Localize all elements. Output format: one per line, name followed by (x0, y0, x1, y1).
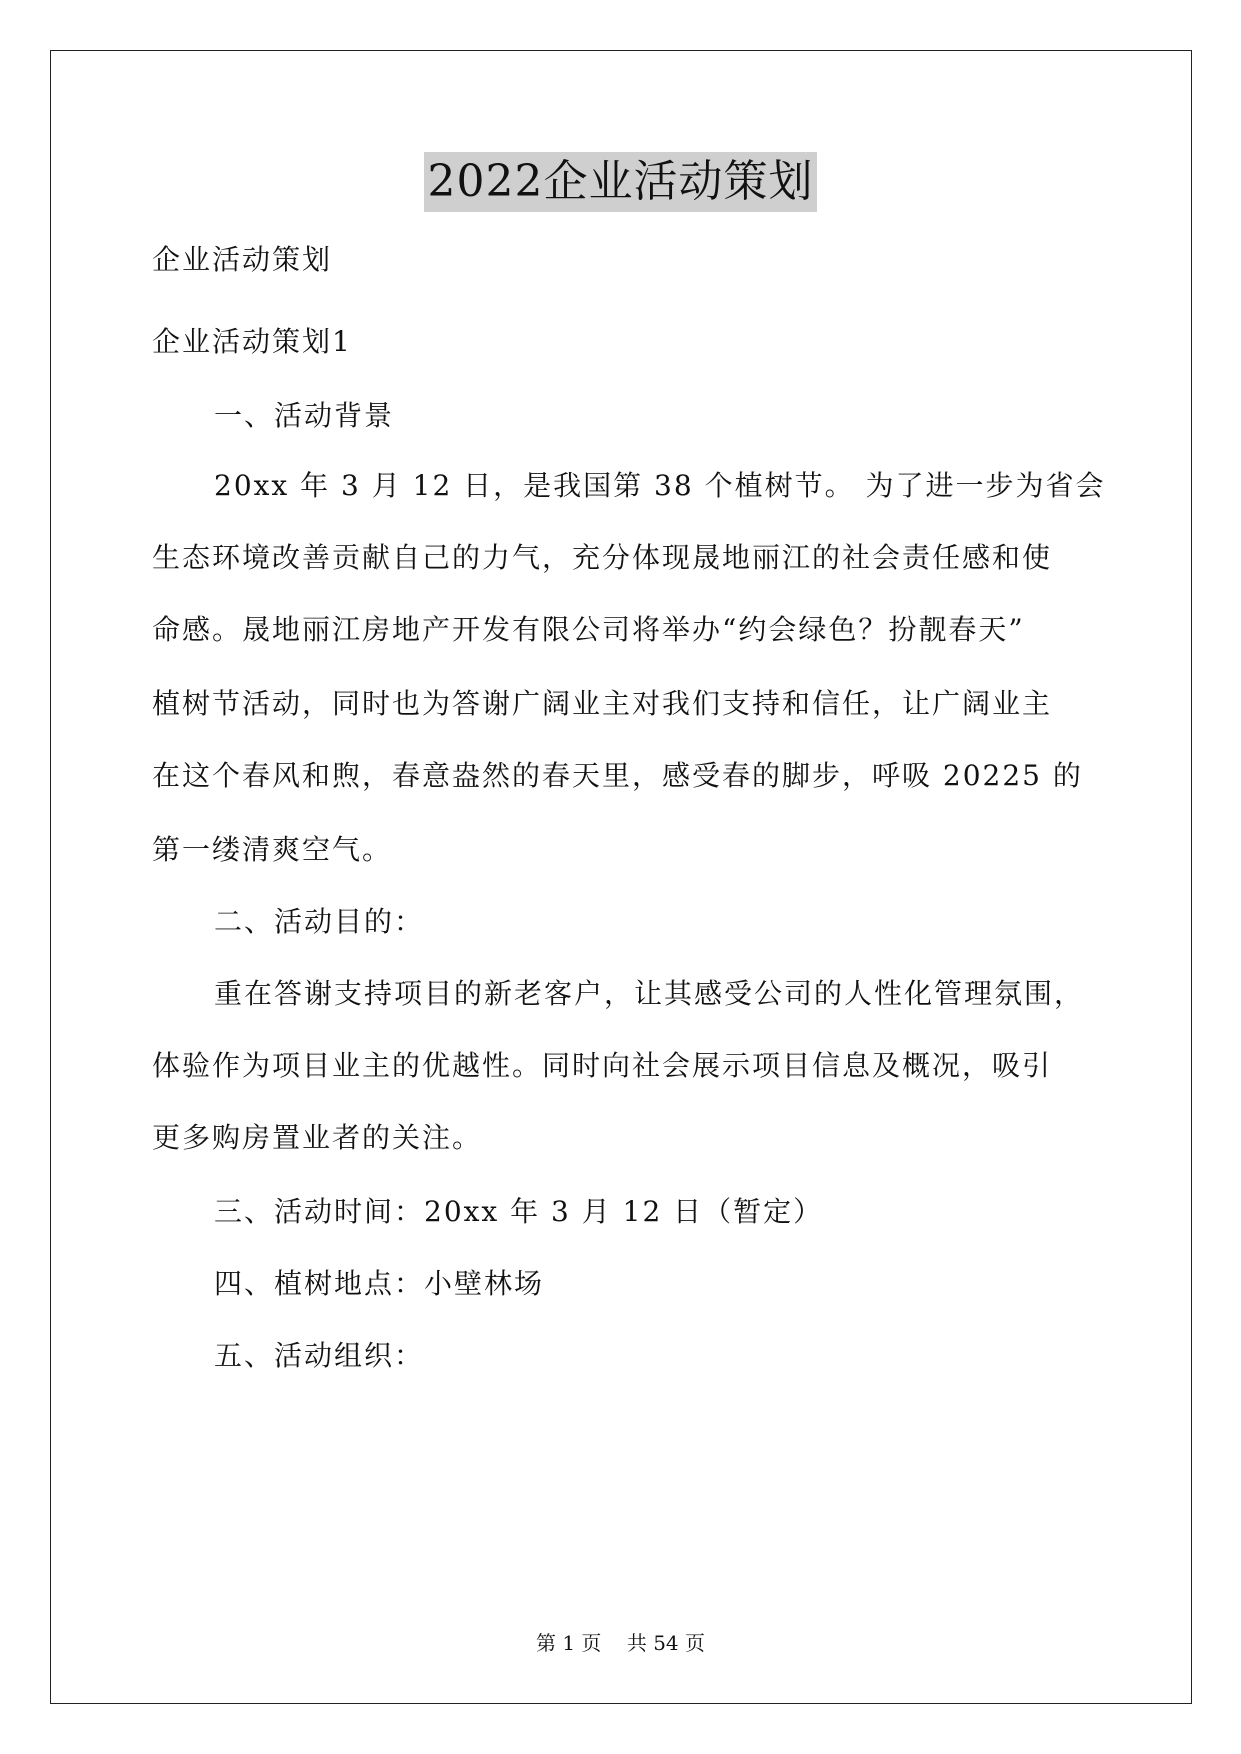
paragraph-line: 第一缕清爽空气。 (152, 833, 393, 866)
paragraph-line: 更多购房置业者的关注。 (152, 1121, 483, 1154)
page-number: 第 1 页 共 54 页 (535, 1631, 706, 1655)
page-border (50, 50, 1192, 1704)
paragraph-line: 体验作为项目业主的优越性。同时向社会展示项目信息及概况，吸引 (152, 1049, 1053, 1082)
paragraph-line: 20xx 年 3 月 12 日，是我国第 38 个植树节。 为了进一步为省会 (214, 469, 1106, 502)
paragraph-line: 在这个春风和煦，春意盎然的春天里，感受春的脚步，呼吸 20225 的 (152, 759, 1083, 792)
subtitle-line: 企业活动策划 (152, 243, 333, 276)
title-container (0, 152, 1241, 212)
heading-time: 三、活动时间：20xx 年 3 月 12 日（暂定） (214, 1195, 824, 1228)
heading-background: 一、活动背景 (214, 399, 395, 432)
heading-organization: 五、活动组织： (214, 1339, 425, 1372)
heading-purpose: 二、活动目的： (214, 905, 425, 938)
heading-location: 四、植树地点：小壁林场 (214, 1267, 545, 1300)
paragraph-line: 生态环境改善贡献自己的力气，充分体现晟地丽江的社会责任感和使 (152, 541, 1053, 574)
paragraph-line: 植树节活动，同时也为答谢广阔业主对我们支持和信任，让广阔业主 (152, 687, 1053, 720)
paragraph-line: 重在答谢支持项目的新老客户，让其感受公司的人性化管理氛围， (214, 977, 1085, 1010)
paragraph-line: 命感。晟地丽江房地产开发有限公司将举办“约会绿色？扮靓春天” (152, 613, 1025, 646)
document-title: 2022企业活动策划 (424, 152, 818, 212)
section-heading-1: 企业活动策划1 (152, 325, 352, 358)
